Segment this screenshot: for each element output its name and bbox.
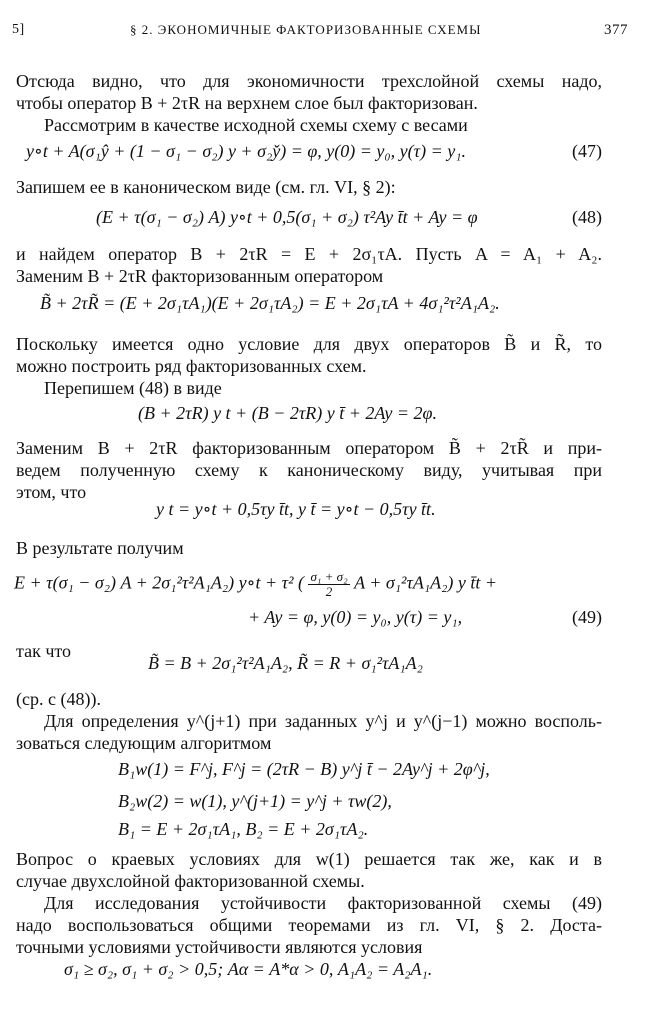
- text-line: Рассмотрим в качестве исходной схемы схему с весами: [44, 115, 468, 135]
- equation-47: y∘t + A(σ₁ŷ + (1 − σ₁ − σ₂) y + σ₂y̌) = φ, y(0) = y₀, y(τ) = y₁.: [26, 141, 466, 161]
- equation-49-line-1: [14, 570, 497, 599]
- header-section-mark: 5]: [12, 22, 25, 37]
- equation-B-R: B̃ = B + 2σ₁²τ²A₁A₂, R̃ = R + σ₁²τA₁A₂: [148, 653, 423, 673]
- text-line: Для определения y^(j+1) при заданных y^j и y^(j−1) можно восполь-: [44, 711, 602, 731]
- text-line: точными условиями устойчивости являются условия: [16, 937, 423, 957]
- text-line: Заменим B + 2τR факторизованным оператором: [16, 266, 384, 286]
- text-line: можно построить ряд факторизованных схем.: [16, 356, 367, 376]
- text-line: чтобы оператор B + 2τR на верхнем слое был факторизован.: [16, 93, 478, 113]
- equation-48: (E + τ(σ₁ − σ₂) A) y∘t + 0,5(σ₁ + σ₂) τ²Ay t̄t + Ay = φ: [96, 207, 478, 227]
- text-line: Вопрос о краевых условиях для w(1) решается так же, как и в: [16, 849, 602, 869]
- algorithm-step-3: B₁ = E + 2σ₁τA₁, B₂ = E + 2σ₁τA₂.: [118, 819, 369, 839]
- text-line: Отсюда видно, что для экономичности трехслойной схемы надо,: [16, 71, 602, 91]
- text-line: этом, что: [16, 482, 87, 502]
- page-number: 377: [604, 22, 628, 38]
- equation-49-line-2: + Ay = φ, y(0) = y₀, y(τ) = y₁,: [248, 607, 463, 627]
- text-line: зоваться следующим алгоритмом: [16, 733, 272, 753]
- text-line: надо воспользоваться общими теоремами из гл. VI, § 2. Доста-: [16, 915, 602, 935]
- algorithm-step-1: B₁w(1) = F^j, F^j = (2τR − B) y^j t̄ − 2Ay^j + 2φ^j,: [118, 759, 490, 779]
- text-line: Поскольку имеется одно условие для двух операторов B̃ и R̃, то: [16, 334, 602, 354]
- text-line: Для исследования устойчивости факторизованной схемы (49): [44, 893, 602, 913]
- equation-factorized-operator: B̃ + 2τR̃ = (E + 2σ₁τA₁)(E + 2σ₁τA₂) = E + 2σ₁τA + 4σ₁²τ²A₁A₂.: [40, 293, 500, 313]
- text-line: В результате получим: [16, 538, 184, 558]
- equation-rewrite: (B + 2τR) y t + (B − 2τR) y t̄ + 2Ay = 2φ.: [138, 403, 438, 423]
- text-line: и найдем оператор B + 2τR = E + 2σ₁τA. Пусть A = A₁ + A₂.: [16, 244, 602, 264]
- equation-number-47: (47): [572, 141, 602, 161]
- text-line: случае двухслойной факторизованной схемы.: [16, 871, 365, 891]
- equation-49-part-a: E + τ(σ₁ − σ₂) A + 2σ₁²τ²A₁A₂) y∘t + τ² (: [14, 572, 304, 593]
- fraction-numerator: σ₁ + σ₂: [310, 569, 348, 584]
- equation-y-relations: y t = y∘t + 0,5τy t̄t, y t̄ = y∘t − 0,5τy t̄t.: [156, 499, 436, 519]
- text-line: так что: [16, 641, 72, 661]
- text-line: Перепишем (48) в виде: [44, 378, 222, 398]
- algorithm-step-2: B₂w(2) = w(1), y^(j+1) = y^j + τw(2),: [118, 791, 392, 811]
- text-line: ведем полученную схему к каноническому виду, учитывая при: [16, 460, 602, 480]
- equation-number-48: (48): [572, 207, 602, 227]
- equation-number-49: (49): [572, 607, 602, 627]
- text-line: Заменим B + 2τR факторизованным оператором B̃ + 2τR̃ и при-: [16, 438, 602, 458]
- equation-49-fraction: [308, 570, 349, 599]
- text-line: (ср. с (48)).: [16, 689, 101, 709]
- fraction-denominator: 2: [325, 584, 333, 599]
- equation-49-part-b: A + σ₁²τA₁A₂) y t̄t +: [354, 572, 498, 593]
- text-line: Запишем ее в каноническом виде (см. гл. VI, § 2):: [16, 177, 396, 197]
- equation-stability-conditions: σ₁ ≥ σ₂, σ₁ + σ₂ > 0,5; Aα = A*α > 0, A₁A₂ = A₂A₁.: [64, 959, 433, 979]
- running-head: § 2. ЭКОНОМИЧНЫЕ ФАКТОРИЗОВАННЫЕ СХЕМЫ: [130, 22, 482, 37]
